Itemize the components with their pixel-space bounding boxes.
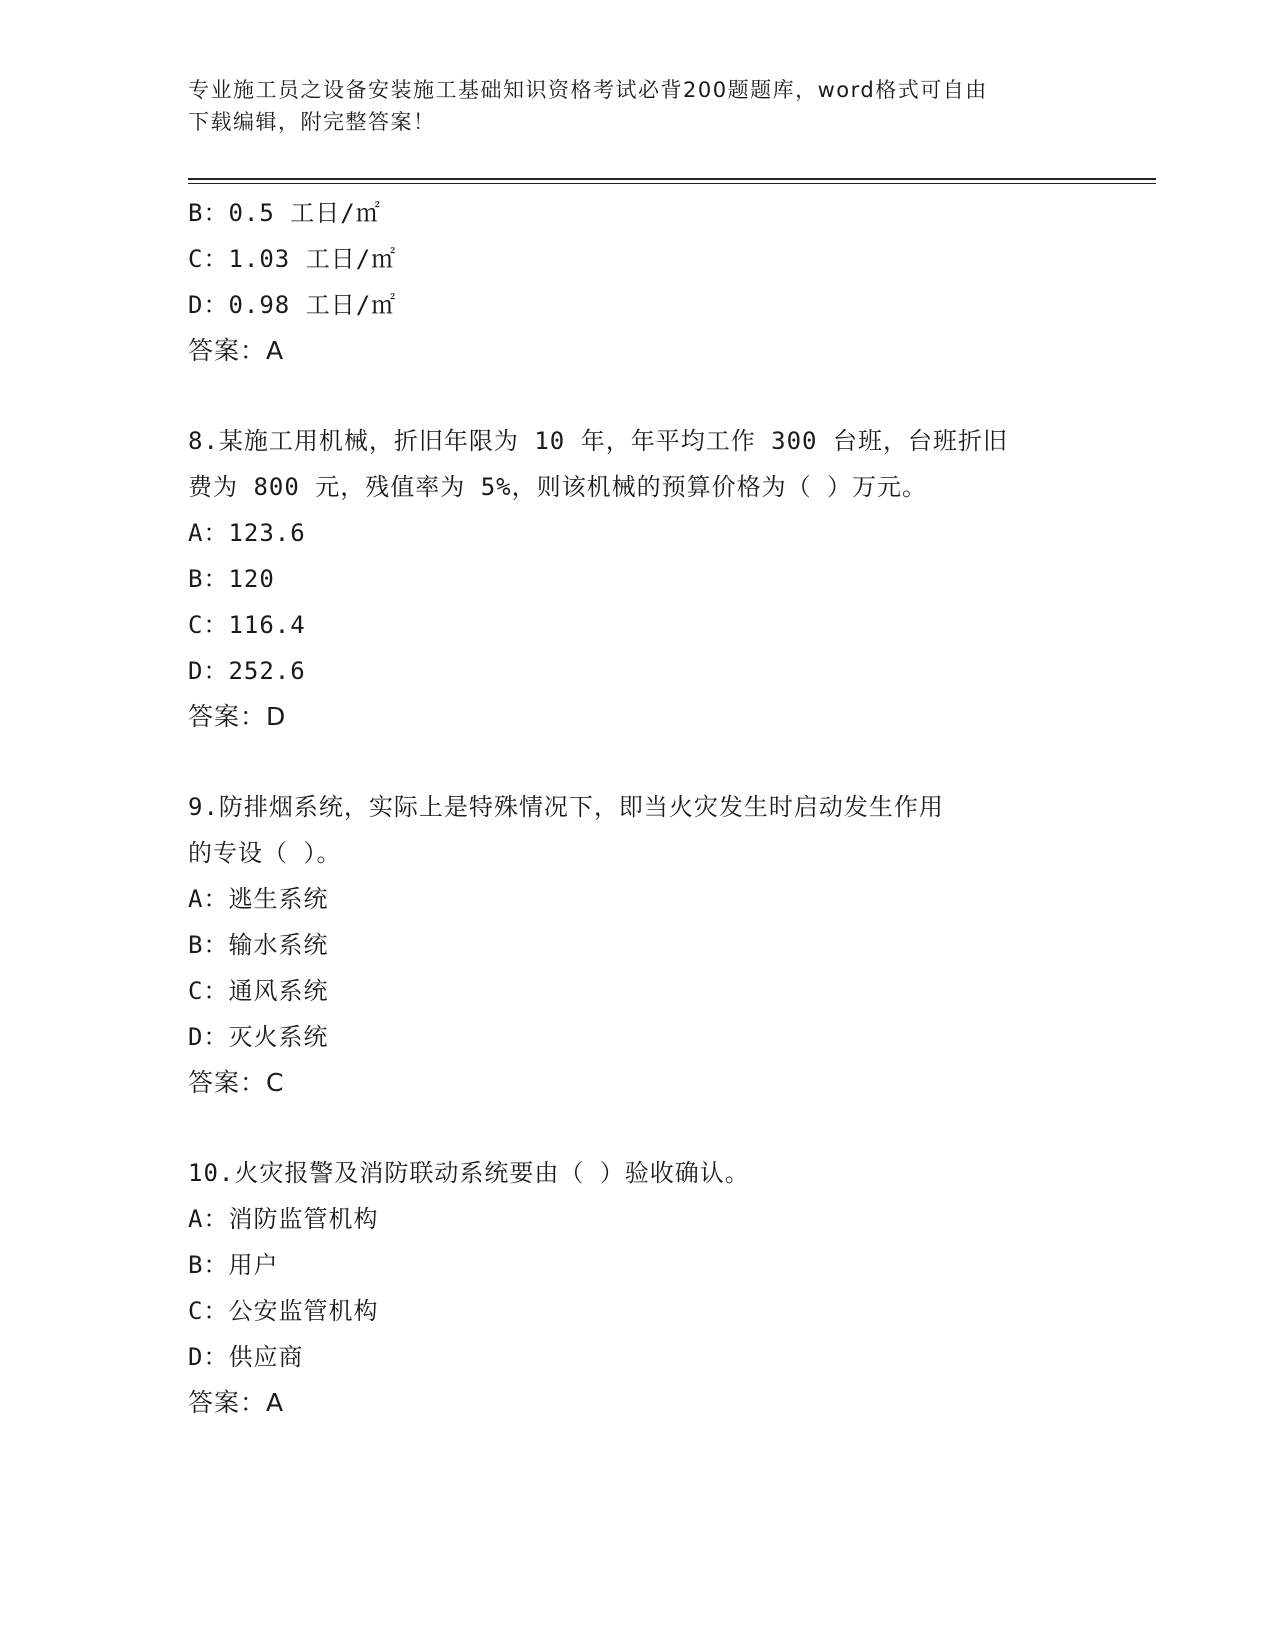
option-b: B：用户 (188, 1251, 279, 1279)
option-d: D：灭火系统 (188, 1023, 329, 1051)
answer-line: 答案：C (188, 1068, 285, 1097)
option-d: D：252.6 (188, 657, 306, 685)
question-10 (188, 1150, 1088, 1426)
question-9 (188, 784, 1088, 1106)
option-d: D：0.98 工日/㎡ (188, 291, 397, 319)
question-list (188, 190, 1088, 1426)
option-a: A：123.6 (188, 519, 306, 547)
option-c: C：通风系统 (188, 977, 329, 1005)
question-text-line-1: 10.火灾报警及消防联动系统要由（ ）验收确认。 (188, 1159, 750, 1187)
question-7 (188, 190, 1088, 374)
question-text-line-1: 8.某施工用机械，折旧年限为 10 年，年平均工作 300 台班，台班折旧 (188, 427, 1008, 455)
question-text-line-2: 费为 800 元，残值率为 5%，则该机械的预算价格为（ ）万元。 (188, 473, 928, 501)
option-c: C：公安监管机构 (188, 1297, 379, 1325)
header-divider (188, 178, 1156, 180)
option-a: A：逃生系统 (188, 885, 329, 913)
option-b: B：120 (188, 565, 275, 593)
document-header (188, 74, 1088, 138)
answer-line: 答案：A (188, 336, 285, 365)
option-c: C：1.03 工日/㎡ (188, 245, 397, 273)
option-d: D：供应商 (188, 1343, 304, 1371)
question-8 (188, 418, 1088, 740)
header-title-line-2: 下载编辑，附完整答案！ (188, 110, 436, 134)
question-text-line-1: 9.防排烟系统，实际上是特殊情况下，即当火灾发生时启动发生作用 (188, 793, 944, 821)
option-b: B：0.5 工日/㎡ (188, 199, 381, 227)
answer-line: 答案：A (188, 1388, 285, 1417)
option-b: B：输水系统 (188, 931, 329, 959)
question-text-line-2: 的专设（ ）。 (188, 839, 342, 867)
answer-line: 答案：D (188, 702, 287, 731)
header-divider-thin (188, 183, 1156, 184)
header-title-line-1: 专业施工员之设备安装施工基础知识资格考试必背200题题库，word格式可自由 (188, 78, 988, 102)
option-a: A：消防监管机构 (188, 1205, 379, 1233)
option-c: C：116.4 (188, 611, 306, 639)
